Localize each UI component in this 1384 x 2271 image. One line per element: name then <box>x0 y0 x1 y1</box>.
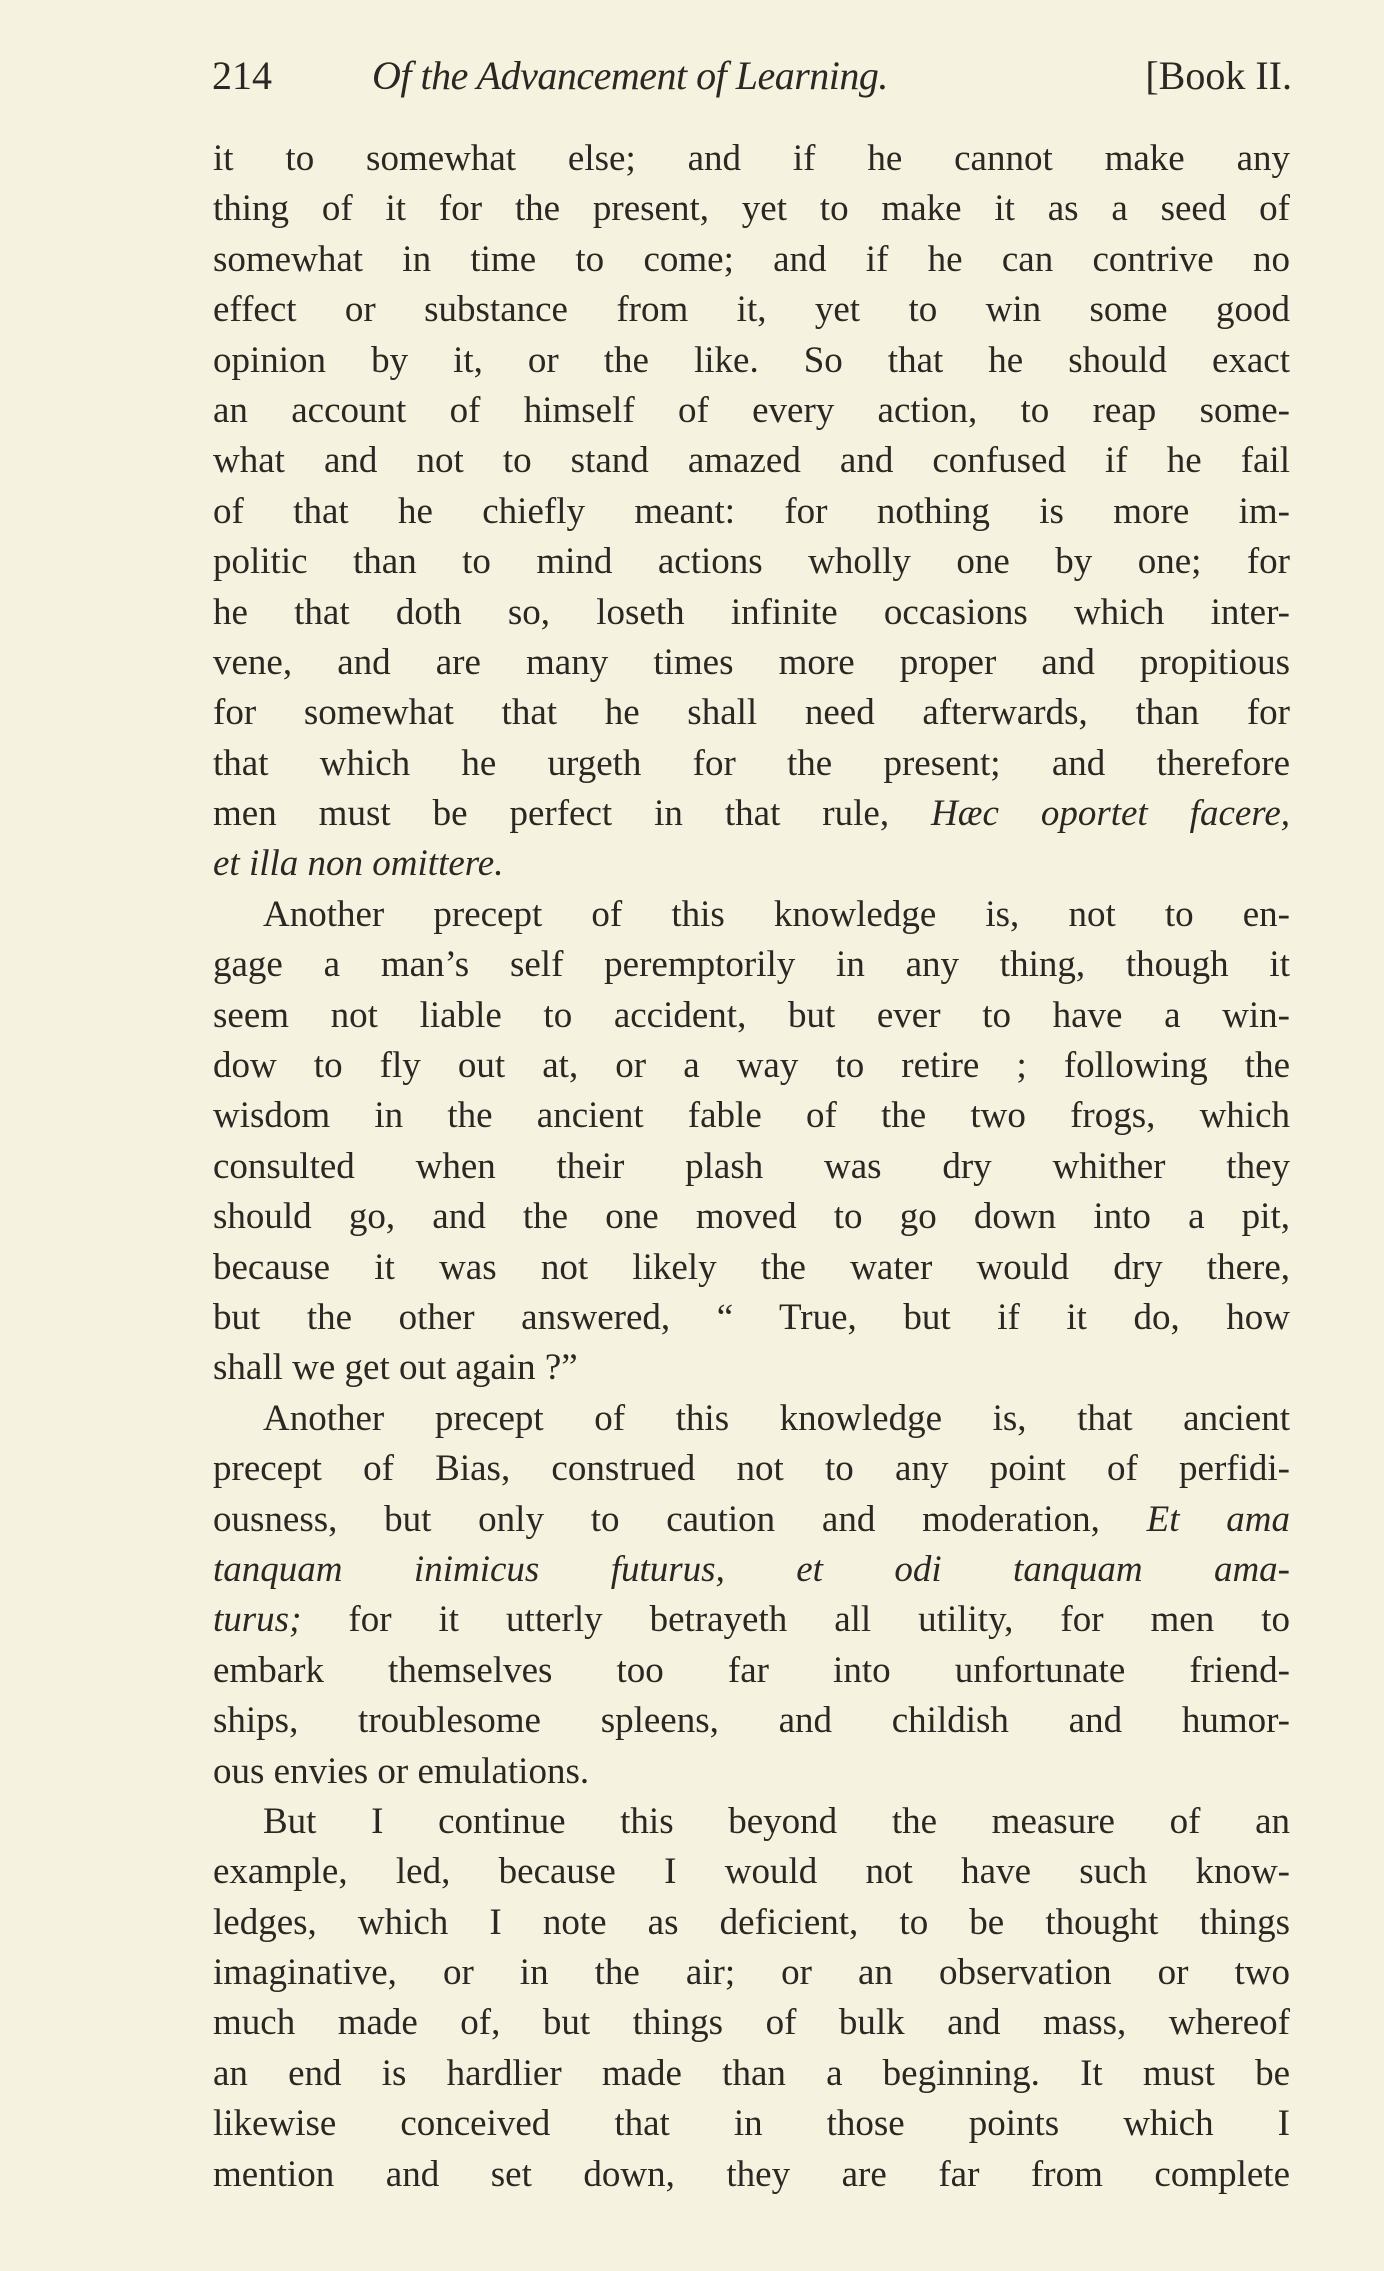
text-line <box>213 1394 1290 1444</box>
italic-text: tanquam inimicus futurus, et odi tanquam ama- <box>213 1548 1290 1590</box>
text-line <box>213 1444 1290 1494</box>
text-segment: an account of himself of every action, to reap some- <box>213 389 1290 431</box>
text-line <box>213 1041 1290 1091</box>
page-number: 214 <box>212 53 272 98</box>
text-segment: for it utterly betrayeth all utility, for men to <box>301 1599 1290 1641</box>
text-line <box>213 487 1290 537</box>
text-segment: mention and set down, they are far from complete <box>213 2153 1290 2195</box>
text-line <box>213 688 1290 738</box>
text-segment: precept of Bias, construed not to any point of perfidi- <box>213 1448 1290 1490</box>
text-line <box>213 991 1290 1041</box>
text-line <box>213 1797 1290 1847</box>
text-segment: ledges, which I note as deficient, to be thought things <box>213 1901 1290 1943</box>
text-segment: of that he chiefly meant: for nothing is more im- <box>213 490 1290 532</box>
text-segment: for somewhat that he shall need afterwards, than for <box>213 692 1290 734</box>
text-line <box>213 789 1290 839</box>
text-segment: effect or substance from it, yet to win some good <box>213 289 1290 331</box>
text-segment: seem not liable to accident, but ever to have a win- <box>213 994 1290 1036</box>
text-segment: but the other answered, “ True, but if it do, how <box>213 1296 1290 1338</box>
text-segment: opinion by it, or the like. So that he should exact <box>213 339 1290 381</box>
page-body-text <box>213 134 1290 2200</box>
text-segment: somewhat in time to come; and if he can contrive no <box>213 238 1290 280</box>
text-segment: vene, and are many times more proper and propitious <box>213 641 1290 683</box>
text-line <box>213 1595 1290 1645</box>
text-line <box>213 839 1290 889</box>
text-segment: he that doth so, loseth infinite occasions which inter- <box>213 591 1290 633</box>
text-line <box>213 386 1290 436</box>
text-segment: Another precept of this knowledge is, not to en- <box>263 893 1290 935</box>
text-line <box>213 1545 1290 1595</box>
text-segment: much made of, but things of bulk and mass, whereof <box>213 2002 1290 2044</box>
text-line <box>213 638 1290 688</box>
running-header <box>212 52 1292 108</box>
text-segment: Another precept of this knowledge is, that ancient <box>263 1397 1290 1439</box>
text-line <box>213 1243 1290 1293</box>
text-segment: it to somewhat else; and if he cannot make any <box>213 138 1290 179</box>
italic-text: Et ama <box>1146 1498 1290 1540</box>
text-segment: because it was not likely the water would dry there, <box>213 1246 1290 1288</box>
text-segment: wisdom in the ancient fable of the two frogs, which <box>213 1095 1290 1137</box>
text-line <box>213 2049 1290 2099</box>
text-line <box>213 1747 1290 1797</box>
italic-text: turus; <box>213 1599 302 1641</box>
text-line <box>213 2099 1290 2149</box>
text-segment: men must be perfect in that rule, <box>213 793 932 835</box>
text-segment: likewise conceived that in those points which I <box>213 2103 1290 2145</box>
text-line <box>213 940 1290 990</box>
text-segment: example, led, because I would not have such know- <box>213 1851 1290 1893</box>
text-segment: embark themselves too far into unfortunate friend- <box>213 1649 1290 1691</box>
text-line <box>213 436 1290 486</box>
text-line <box>213 1696 1290 1746</box>
text-line <box>213 1948 1290 1998</box>
text-line <box>213 1142 1290 1192</box>
text-segment: ous envies or emulations. <box>213 1750 590 1792</box>
text-segment: dow to fly out at, or a way to retire ; following the <box>213 1045 1290 1087</box>
book-label: [Book II. <box>1145 53 1292 98</box>
text-line <box>213 1495 1290 1545</box>
text-line <box>213 336 1290 386</box>
text-line <box>213 1343 1290 1393</box>
text-segment: imaginative, or in the air; or an observation or two <box>213 1952 1290 1994</box>
text-segment: gage a man’s self peremptorily in any thing, though it <box>213 944 1290 986</box>
text-segment: that which he urgeth for the present; and therefore <box>213 742 1290 784</box>
text-segment: politic than to mind actions wholly one by one; for <box>213 541 1290 583</box>
text-line <box>213 235 1290 285</box>
text-segment: thing of it for the present, yet to make it as a seed of <box>213 188 1290 230</box>
text-segment: ships, troublesome spleens, and childish and humor- <box>213 1700 1290 1742</box>
text-line <box>213 1898 1290 1948</box>
text-segment: ousness, but only to caution and moderation, <box>213 1498 1147 1540</box>
text-line <box>213 2150 1290 2200</box>
text-segment: should go, and the one moved to go down into a pit, <box>213 1196 1290 1238</box>
text-line <box>213 739 1290 789</box>
italic-text: et illa non omittere. <box>213 843 504 885</box>
text-segment: what and not to stand amazed and confused if he fail <box>213 440 1290 482</box>
text-segment: shall we get out again ?” <box>213 1347 578 1389</box>
text-line <box>213 1646 1290 1696</box>
text-line <box>213 1998 1290 2048</box>
text-line <box>213 588 1290 638</box>
text-segment: an end is hardlier made than a beginning. It must be <box>213 2052 1290 2094</box>
text-line <box>213 1847 1290 1897</box>
text-line <box>213 1293 1290 1343</box>
running-title: Of the Advancement of Learning. <box>372 53 888 98</box>
text-line <box>213 134 1290 184</box>
text-line <box>213 285 1290 335</box>
text-line <box>213 1091 1290 1141</box>
text-line <box>213 184 1290 234</box>
text-line <box>213 890 1290 940</box>
text-line <box>213 1192 1290 1242</box>
italic-text: Hæc oportet facere, <box>931 793 1290 835</box>
text-segment: But I continue this beyond the measure of an <box>263 1800 1290 1842</box>
text-line <box>213 537 1290 587</box>
text-segment: consulted when their plash was dry whither they <box>213 1145 1290 1187</box>
